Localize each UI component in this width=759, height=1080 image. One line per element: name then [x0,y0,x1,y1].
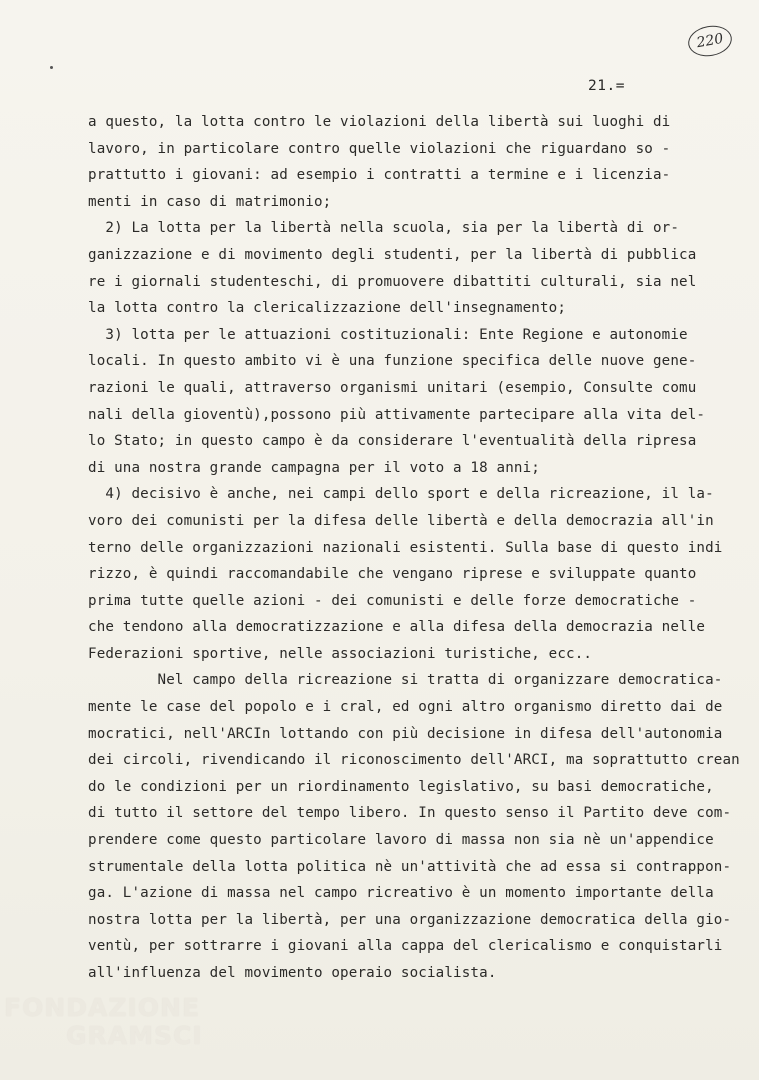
page-number: 21.= [588,78,625,94]
archive-stamp [686,22,735,59]
text-line: rizzo, è quindi raccomandabile che vengano riprese e sviluppate quanto [88,566,697,583]
text-line: 4) decisivo è anche, nei campi dello sport e della ricreazione, il la- [88,486,714,503]
text-line: re i giornali studenteschi, di promuovere dibattiti culturali, sia nel [88,273,697,290]
text-line: ga. L'azione di massa nel campo ricreativo è un momento importante della [88,885,714,902]
text-line: locali. In questo ambito vi è una funzione specifica delle nuove gene- [88,353,697,370]
text-line: menti in caso di matrimonio; [88,193,332,210]
watermark [4,994,203,1050]
text-line: 3) lotta per le attuazioni costituzionali: Ente Regione e autonomie [88,326,688,343]
text-line: razioni le quali, attraverso organismi unitari (esempio, Consulte comu [88,379,697,396]
text-line: prima tutte quelle azioni - dei comunisti e delle forze democratiche - [88,592,697,609]
watermark-line-2: GRAMSCI [66,1021,203,1050]
text-line: a questo, la lotta contro le violazioni della libertà sui luoghi di [88,114,671,130]
text-line: strumentale della lotta politica nè un'attività che ad essa si contrappon- [88,858,732,875]
text-line: ganizzazione e di movimento degli studenti, per la libertà di pubblica [88,246,697,263]
text-line: 2) La lotta per la libertà nella scuola, sia per la libertà di or- [88,220,680,237]
text-line: mocratici, nell'ARCIn lottando con più decisione in difesa dell'autonomia [88,725,723,742]
text-line: di tutto il settore del tempo libero. In questo senso il Partito deve com- [88,805,732,822]
watermark-line-1: FONDAZIONE [4,993,201,1022]
text-line: Federazioni sportive, nelle associazioni turistiche, ecc.. [88,645,593,662]
text-line: all'influenza del movimento operaio socialista. [88,965,497,981]
paper-speck [50,66,53,69]
text-line: voro dei comunisti per la difesa delle libertà e della democrazia all'in [88,512,714,529]
text-line: prendere come questo particolare lavoro di massa non sia nè un'appendice [88,832,714,849]
text-line: terno delle organizzazioni nazionali esistenti. Sulla base di questo indi [88,539,723,556]
text-line: nostra lotta per la libertà, per una organizzazione democratica della gio- [88,911,732,928]
archive-stamp-number: 220 [695,30,725,52]
text-line: ventù, per sottrarre i giovani alla cappa del clericalismo e conquistarli [88,938,723,955]
text-line: dei circoli, rivendicando il riconoscimento dell'ARCI, ma soprattutto crean [88,752,740,769]
text-line: Nel campo della ricreazione si tratta di organizzare democratica- [88,672,723,689]
text-line: lo Stato; in questo campo è da considerare l'eventualità della ripresa [88,433,697,450]
body-text [88,109,738,987]
text-line: lavoro, in particolare contro quelle violazioni che riguardano so - [88,140,671,157]
text-line: la lotta contro la clericalizzazione dell'insegnamento; [88,300,567,317]
text-line: prattutto i giovani: ad esempio i contratti a termine e i licenzia- [88,167,671,184]
text-line: di una nostra grande campagna per il voto a 18 anni; [88,459,540,476]
text-line: nali della gioventù),possono più attivamente partecipare alla vita del- [88,406,706,423]
text-line: do le condizioni per un riordinamento legislativo, su basi democratiche, [88,778,714,795]
text-line: mente le case del popolo e i cral, ed ogni altro organismo diretto dai de [88,699,723,716]
text-line: che tendono alla democratizzazione e alla difesa della democrazia nelle [88,619,706,636]
